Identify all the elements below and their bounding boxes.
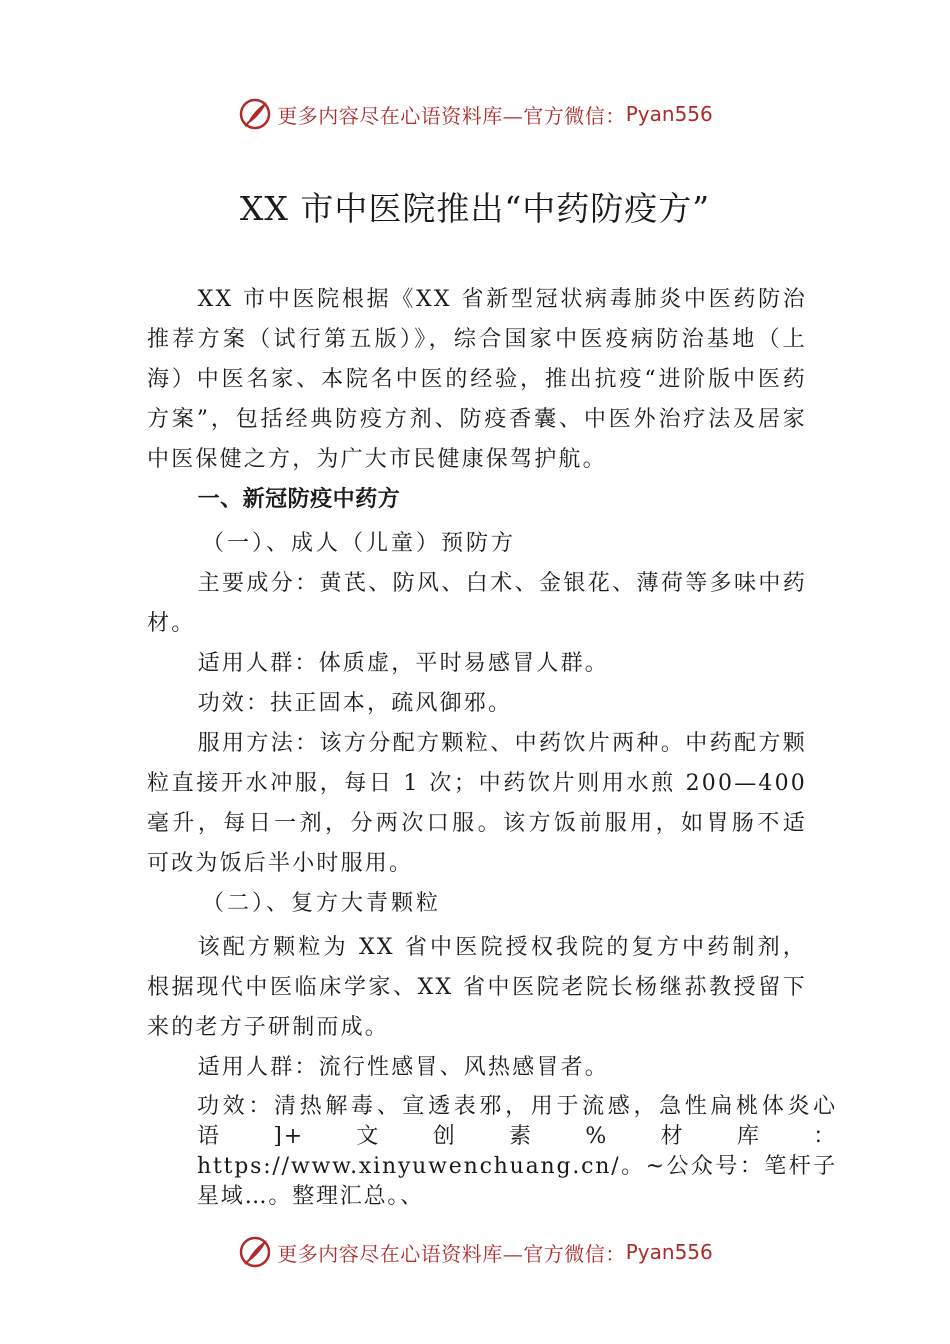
target-group-paragraph: 适用人群：体质虚，平时易感冒人群。 xyxy=(197,651,609,676)
top-banner xyxy=(0,94,950,134)
formula-paragraph: 该配方颗粒为 XX 省中医院授权我院的复方中药制剂，根据现代中医临床学家、XX 省中医院老院长杨继荪教授留下来的老方子研制而成。 xyxy=(147,935,807,1040)
banner-contact: Pyan556 xyxy=(625,1240,713,1264)
banner-text: 更多内容尽在心语资料库—官方微信： xyxy=(277,103,626,128)
subsection-heading: （二）、复方大青颗粒 xyxy=(202,891,442,916)
document-title: XX 市中医院推出“中药防疫方” xyxy=(239,189,711,228)
effect-note-paragraph: 功效：清热解毒、宣透表邪，用于流感，急性扁桃体炎心语]+文创素%材库：https://www.xinyuwenchuang.cn/。~公众号：笔杆子星域…。整理汇总。、 xyxy=(197,1094,837,1209)
intro-paragraph: XX 市中医院根据《XX 省新型冠状病毒肺炎中医药防治推荐方案（试行第五版）》，综合国家中医疫病防治基地（上海）中医名家、本院名中医的经验，推出抗疫“进阶版中医药方案”，包括经典防疫方剂、防疫香囊、中医外治疗法及居家中医保健之方，为广大市民健康保驾护航。 xyxy=(147,287,807,472)
feather-seal-icon xyxy=(237,96,273,132)
document-body xyxy=(147,280,837,1212)
bottom-banner xyxy=(0,1232,950,1272)
target-group-paragraph: 适用人群：流行性感冒、风热感冒者。 xyxy=(197,1055,609,1080)
section-heading: 一、新冠防疫中药方 xyxy=(197,487,401,512)
subsection-heading: （一）、成人（儿童）预防方 xyxy=(202,531,517,556)
feather-seal-icon xyxy=(237,1234,273,1270)
effect-paragraph: 功效：扶正固本，疏风御邪。 xyxy=(197,691,513,716)
banner-text: 更多内容尽在心语资料库—官方微信： xyxy=(277,1241,626,1266)
ingredients-paragraph: 主要成分：黄芪、防风、白术、金银花、薄荷等多味中药材。 xyxy=(147,571,807,636)
banner-contact: Pyan556 xyxy=(625,102,713,126)
usage-paragraph: 服用方法：该方分配方颗粒、中药饮片两种。中药配方颗粒直接开水冲服，每日 1 次；中药饮片则用水煎 200—400 毫升，每日一剂，分两次口服。该方饭前服用，如胃肠不适 可改为饭后半小时服用。 xyxy=(147,731,807,876)
